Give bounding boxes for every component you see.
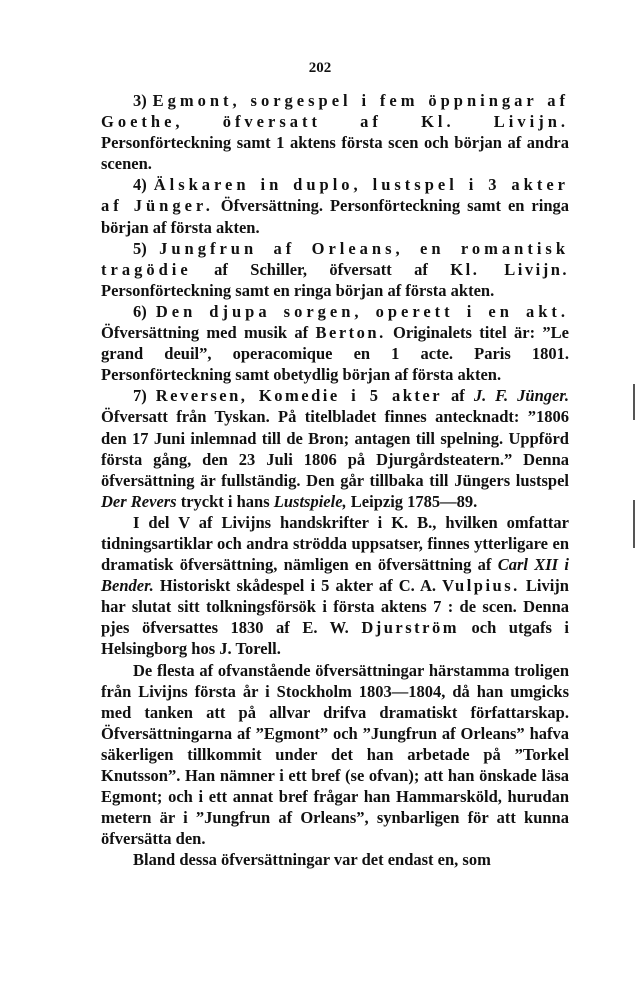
translator-name: Djurström [361, 618, 459, 638]
paragraph-text: I del V af Livijns handskrifter i K. B., hvilken omfattar tidningsartiklar och andra strödda uppsatser, finnes ytterligare en dramatisk öfversättning, nämligen en öfversättning af [101, 512, 569, 575]
entry-body: Öfversättning. Personförteckning samt en ringa början af första akten. [101, 196, 569, 237]
entry-body: Öfversatt från Tyskan. På titelbladet finnes antecknadt: ”1806 den 17 Juni inlemnad till de Bron; antagen till spelning. Uppförd första gång, den 23 Juli 1806 på Djurgårdsteatern.” Denna öfversättning är fullständig. Den går tillbaka till Jüngers lustspel [101, 407, 569, 490]
entry-7 [101, 385, 569, 512]
entry-body: Personförteckning samt 1 aktens första scen och början af andra scenen. [101, 133, 569, 174]
paragraph: De flesta af ofvanstående öfversättningar härstamma troligen från Livijns första år i Stockholm 1803—1804, då han umgicks med tanken att på allvar drifva dramatiskt författarskap. Öfversättningarna af ”Egmont” och ”Jungfrun af Orleans” hafva säkerligen tillkommit under det han arbetade på ”Torkel Knutsson”. Han nämner i ett bref (se ofvan); att han önskade läsa Egmont; och i ett annat bref frågar han Hammarsköld, hurudan metern är i ”Jungfrun af Orleans”, synbarligen för att kunna öfversätta den. [101, 660, 569, 849]
entry-body: Leipzig 1785—89. [346, 491, 478, 511]
work-title: Der Revers [101, 491, 177, 511]
entry-body: Originalets titel är: ”Le grand deuil”, operacomique en 1 acte. Paris 1801. Personförteckning samt obetydlig början af första akten. [101, 323, 569, 385]
entry-number: 5) [133, 238, 147, 258]
work-title: Carl XII i Bender. [101, 555, 569, 596]
entry-title: Jungfrun af Orleans, en romantisk tragödie [101, 238, 570, 279]
entry-4 [101, 174, 569, 237]
entry-title: Den djupa sorgen, operett i en akt. [155, 301, 570, 321]
paragraph-text: och utgafs i Helsingborg hos J. Torell. [101, 618, 569, 659]
entry-3 [101, 90, 569, 174]
entry-title: Älskaren in duplo, lustspel i 3 akter af Jünger. [101, 175, 569, 216]
entry-number: 4) [133, 175, 147, 195]
author-name: J. F. Jünger. [473, 386, 569, 406]
entry-title: Egmont, sorgespel i fem öppningar af Goethe, öfversatt af Kl. Livijn. [101, 91, 570, 132]
paragraph [101, 512, 569, 660]
entry-number: 3) [133, 91, 147, 110]
entry-title: Reversen, Komedie i 5 akter [155, 386, 443, 406]
paragraph-text: Livijn har slutat sitt tolkningsförsök i första aktens 7 : de scen. Denna pjes öfversattes 1830 af E. W. [101, 576, 569, 638]
entry-5 [101, 238, 569, 301]
author-name: Vulpius. [442, 576, 520, 596]
entry-body: tryckt i hans [176, 491, 274, 511]
entry-body: Öfversättning med musik af [101, 323, 316, 343]
page-number: 202 [308, 60, 332, 76]
margin-rule [633, 384, 635, 420]
work-title: Lustspiele, [273, 491, 347, 511]
entry-text: af [442, 386, 474, 406]
entry-number: 7) [133, 386, 147, 406]
entry-number: 6) [133, 301, 147, 321]
paragraph-text: Historiskt skådespel i 5 akter af C. A. [153, 576, 443, 596]
composer-name: Berton. [315, 323, 386, 343]
entry-6 [101, 301, 569, 385]
paragraph: Bland dessa öfversättningar var det endast en, som [133, 850, 491, 870]
entry-text: af Schiller, öfversatt af [191, 259, 451, 279]
entry-body: Personförteckning samt en ringa början af första akten. [101, 280, 495, 300]
translator-name: Kl. Livijn. [450, 259, 569, 279]
page-text [101, 90, 569, 870]
margin-rule [633, 500, 635, 548]
